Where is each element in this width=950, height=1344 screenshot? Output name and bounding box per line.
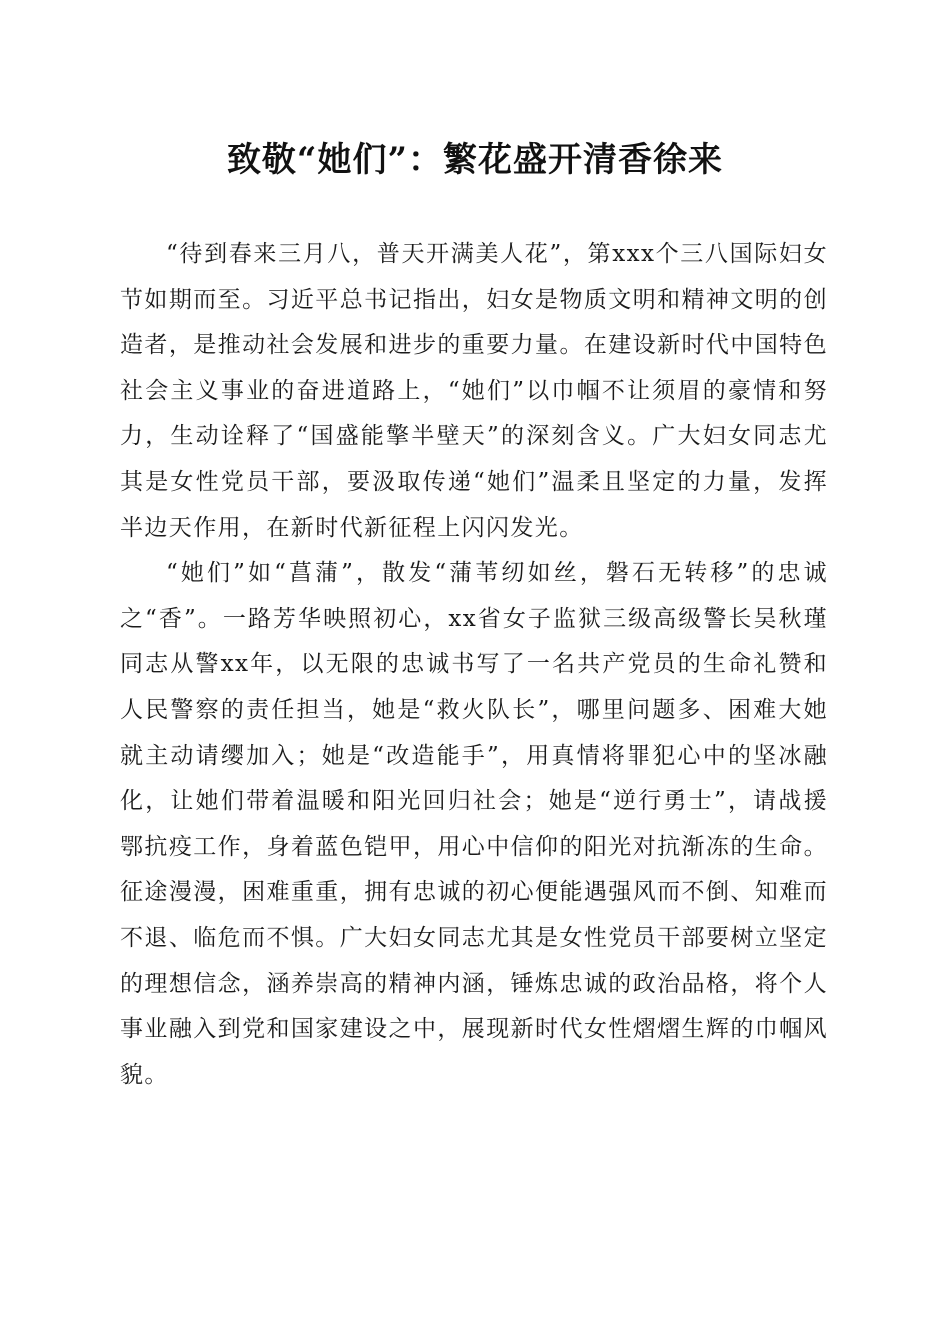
document-title: 致敬“她们”：繁花盛开清香徐来 bbox=[226, 140, 724, 180]
paragraph-1: “待到春来三月八，普天开满美人花”，第xxx个三八国际妇女节如期而至。习近平总书记指出，妇女是物质文明和精神文明的创造者，是推动社会发展和进步的重要力量。在建设新时代中国特色社会主义事业的奋进道路上，“她们”以巾帼不让须眉的豪情和努力，生动诠释了“国盛能擎半壁天”的深刻含义。广大妇女同志尤其是女性党员干部，要汲取传递“她们”温柔且坚定的力量，发挥半边天作用，在新时代新征程上闪闪发光。 bbox=[120, 241, 828, 541]
document-body bbox=[120, 232, 828, 1098]
paragraph-2: “她们”如“菖蒲”，散发“蒲苇纫如丝，磐石无转移”的忠诚之“香”。一路芳华映照初心，xx省女子监狱三级高级警长吴秋瑾同志从警xx年，以无限的忠诚书写了一名共产党员的生命礼赞和人民警察的责任担当，她是“救火队长”，哪里问题多、困难大她就主动请缨加入；她是“改造能手”，用真情将罪犯心中的坚冰融化，让她们带着温暖和阳光回归社会；她是“逆行勇士”，请战援鄂抗疫工作，身着蓝色铠甲，用心中信仰的阳光对抗渐冻的生命。征途漫漫，困难重重，拥有忠诚的初心便能遇强风而不倒、知难而不退、临危而不惧。广大妇女同志尤其是女性党员干部要树立坚定的理想信念，涵养崇高的精神内涵，锤炼忠诚的政治品格，将个人事业融入到党和国家建设之中，展现新时代女性熠熠生辉的巾帼风貌。 bbox=[120, 560, 828, 1088]
